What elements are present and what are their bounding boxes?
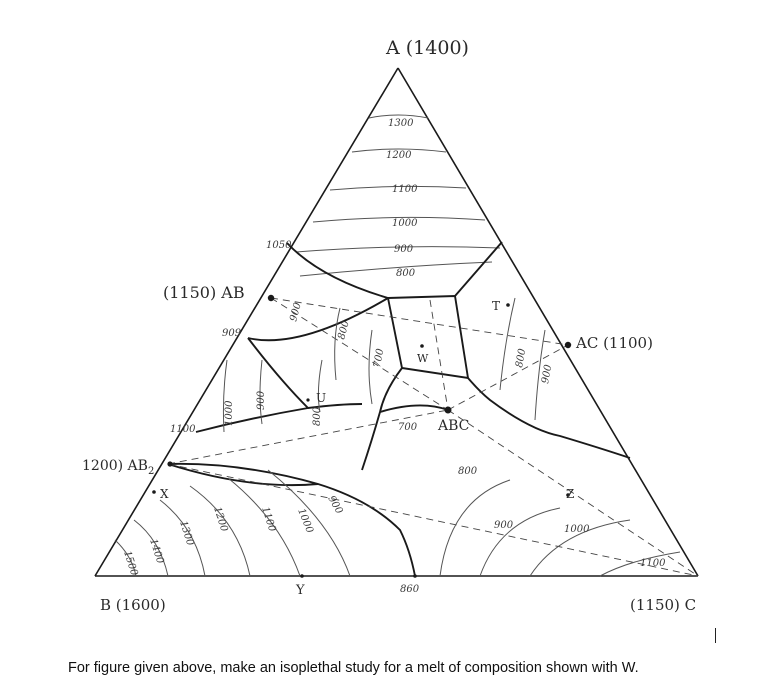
point-w	[420, 344, 424, 348]
boundary-top-right	[455, 242, 502, 296]
x-label: X	[160, 487, 169, 501]
point-abc	[445, 407, 452, 414]
point-u	[306, 398, 309, 401]
iso-label-1100: 1100	[392, 184, 418, 195]
edge-a-b	[95, 68, 398, 576]
iso-label-t900: 900	[540, 363, 555, 385]
point-ab2	[167, 461, 172, 466]
vertex-a-label: A (1400)	[386, 37, 469, 59]
iso-label-b1400: 1400	[147, 537, 166, 566]
compound-ab2-label: 1200) $AB_2$	[82, 458, 155, 477]
iso-label-1300: 1300	[388, 118, 414, 129]
join-ab2-abc	[168, 410, 448, 464]
iso-label-v900: 900	[288, 301, 304, 323]
iso-label-u800: 800	[312, 406, 323, 426]
iso-label-c800: 800	[458, 466, 478, 477]
question-caption: For figure given above, make an isoplethal study for a melt of composition shown with W.	[68, 660, 639, 676]
iso-label-c1000: 1000	[564, 524, 590, 535]
boundary-central-box	[388, 296, 468, 378]
join-ab2-c	[168, 464, 698, 576]
iso-label-1100-edge: 1100	[170, 424, 196, 435]
iso-label-c1100: 1100	[640, 558, 666, 569]
isotherm-c-900	[480, 508, 560, 576]
iso-label-900: 900	[394, 244, 414, 255]
join-a-abc	[430, 300, 448, 410]
iso-label-860: 860	[400, 584, 420, 595]
abc-label: ABC	[438, 418, 470, 434]
boundary-ab2-low	[168, 464, 318, 485]
iso-label-b1100: 1100	[259, 505, 278, 534]
iso-label-t700: 700	[398, 422, 418, 433]
point-x	[152, 490, 156, 494]
join-ab-ac	[271, 298, 568, 345]
compound-ab-label: (1150) AB	[163, 283, 245, 302]
iso-label-u900: 900	[256, 390, 267, 410]
iso-label-v700: 700	[372, 347, 387, 369]
point-t	[506, 303, 510, 307]
point-ac	[565, 342, 571, 348]
iso-label-b900: 900	[325, 494, 345, 517]
point-base-860	[413, 574, 417, 578]
point-ab	[268, 295, 274, 301]
text-cursor	[715, 628, 716, 643]
u-label: U	[316, 391, 327, 405]
boundary-left-mid	[248, 298, 388, 340]
iso-label-1050: 1050	[266, 240, 292, 251]
z-label: Z	[566, 487, 575, 501]
iso-label-c900: 900	[494, 520, 514, 531]
edge-a-c	[398, 68, 698, 576]
t-label: T	[492, 299, 501, 313]
boundary-abc-right	[468, 378, 630, 458]
iso-label-800: 800	[396, 268, 416, 279]
iso-label-v800: 800	[336, 319, 352, 341]
vertex-b-label: B (1600)	[100, 596, 166, 614]
iso-label-b1500: 1500	[121, 549, 140, 578]
isotherm-ac-800	[500, 298, 515, 390]
iso-label-b1300: 1300	[177, 519, 196, 548]
vertex-c-label: (1150) C	[630, 596, 697, 614]
boundary-to-abc	[380, 405, 448, 412]
isotherm-b-1100	[228, 478, 300, 576]
w-label: W	[417, 352, 429, 365]
iso-label-b1000: 1000	[295, 507, 315, 535]
iso-label-t800: 800	[514, 347, 529, 369]
iso-label-909: 909	[222, 328, 242, 339]
boundary-lower-left	[168, 464, 415, 576]
compound-ac-label: AC (1100)	[576, 334, 653, 352]
iso-label-1000: 1000	[392, 218, 418, 229]
y-label: Y	[296, 583, 305, 598]
boundary-ab2-mid	[196, 404, 362, 432]
iso-label-1200: 1200	[386, 150, 412, 161]
iso-label-u1000: 1000	[224, 400, 235, 426]
point-y	[300, 574, 304, 578]
boundary-center-down	[362, 368, 402, 470]
isotherm-ab-700b	[335, 308, 340, 380]
iso-label-b1200: 1200	[211, 505, 230, 534]
